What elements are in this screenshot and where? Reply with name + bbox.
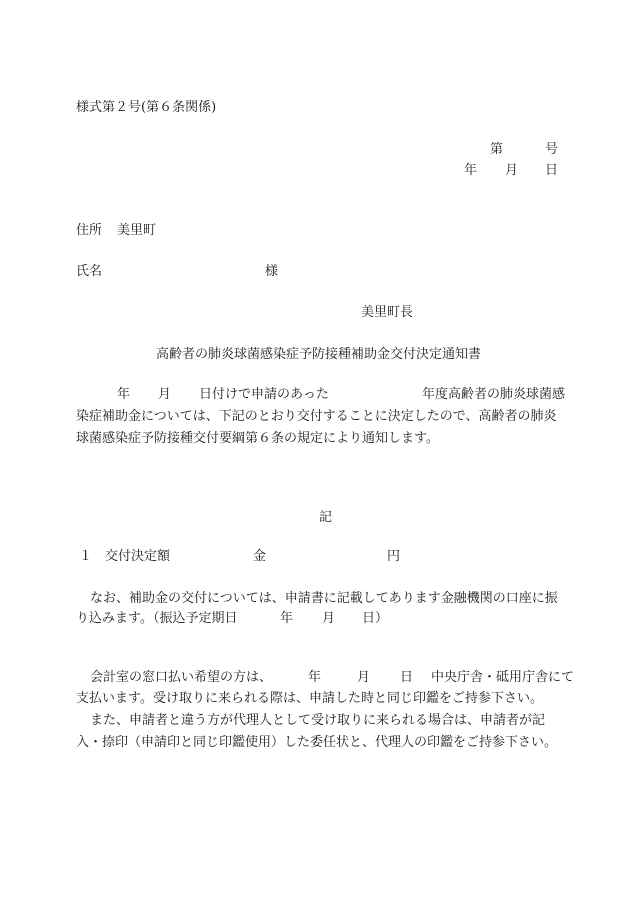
ki-heading: 記: [319, 510, 333, 525]
intro-line3: 球菌感染症予防接種交付要綱第６条の規定により通知します。: [76, 431, 439, 446]
counter-line1-text: 会計室の窓口払い希望の方は、: [90, 670, 273, 685]
number-go: 号: [545, 142, 559, 157]
item-1-number: １: [79, 549, 93, 564]
item-1-label: 交付決定額: [105, 549, 171, 564]
address-value: 美里町: [117, 223, 157, 238]
counter-line1-tail: 中央庁舎・砥用庁舎にて: [431, 670, 575, 685]
intro-month: 月: [158, 387, 172, 402]
intro-line1-tail: 年度高齢者の肺炎球菌感: [422, 387, 566, 402]
date-day: 日: [545, 163, 559, 178]
intro-line2: 染症補助金については、下記のとおり交付することに決定したので、高齢者の肺炎: [76, 409, 557, 424]
transfer-line1: なお、補助金の交付については、申請書に記載してあります金融機関の口座に振: [90, 591, 558, 606]
honorific: 様: [265, 264, 279, 279]
date-year: 年: [464, 163, 478, 178]
sender-name: 美里町長: [361, 305, 414, 320]
address-label: 住所: [76, 223, 103, 238]
counter-line4: 入・捺印（申請印と同じ印鑑使用）した委任状と、代理人の印鑑をご持参下さい。: [76, 735, 558, 750]
transfer-month: 月: [322, 611, 336, 626]
document-title: 高齢者の肺炎球菌感染症予防接種補助金交付決定通知書: [156, 347, 482, 362]
item-1-yen: 円: [387, 549, 401, 564]
counter-month: 月: [357, 670, 371, 685]
item-1-kin: 金: [253, 549, 267, 564]
intro-year: 年: [117, 387, 131, 402]
counter-year: 年: [308, 670, 322, 685]
counter-line3: また、申請者と違う方が代理人として受け取りに来られる場合は、申請者が記: [90, 713, 546, 728]
transfer-day: 日）: [362, 611, 389, 626]
transfer-line2-text: り込みます。（振込予定期日: [76, 611, 238, 626]
counter-line2: 支払います。受け取りに来られる際は、申請した時と同じ印鑑をご持参下さい。: [76, 691, 543, 706]
intro-line1-rest: 日付けで申請のあった: [199, 387, 329, 402]
name-label: 氏名: [76, 264, 103, 279]
number-dai: 第: [490, 142, 504, 157]
counter-day: 日: [400, 670, 414, 685]
form-label: 様式第２号(第６条関係): [76, 100, 217, 115]
date-month: 月: [505, 163, 519, 178]
transfer-year: 年: [280, 611, 294, 626]
